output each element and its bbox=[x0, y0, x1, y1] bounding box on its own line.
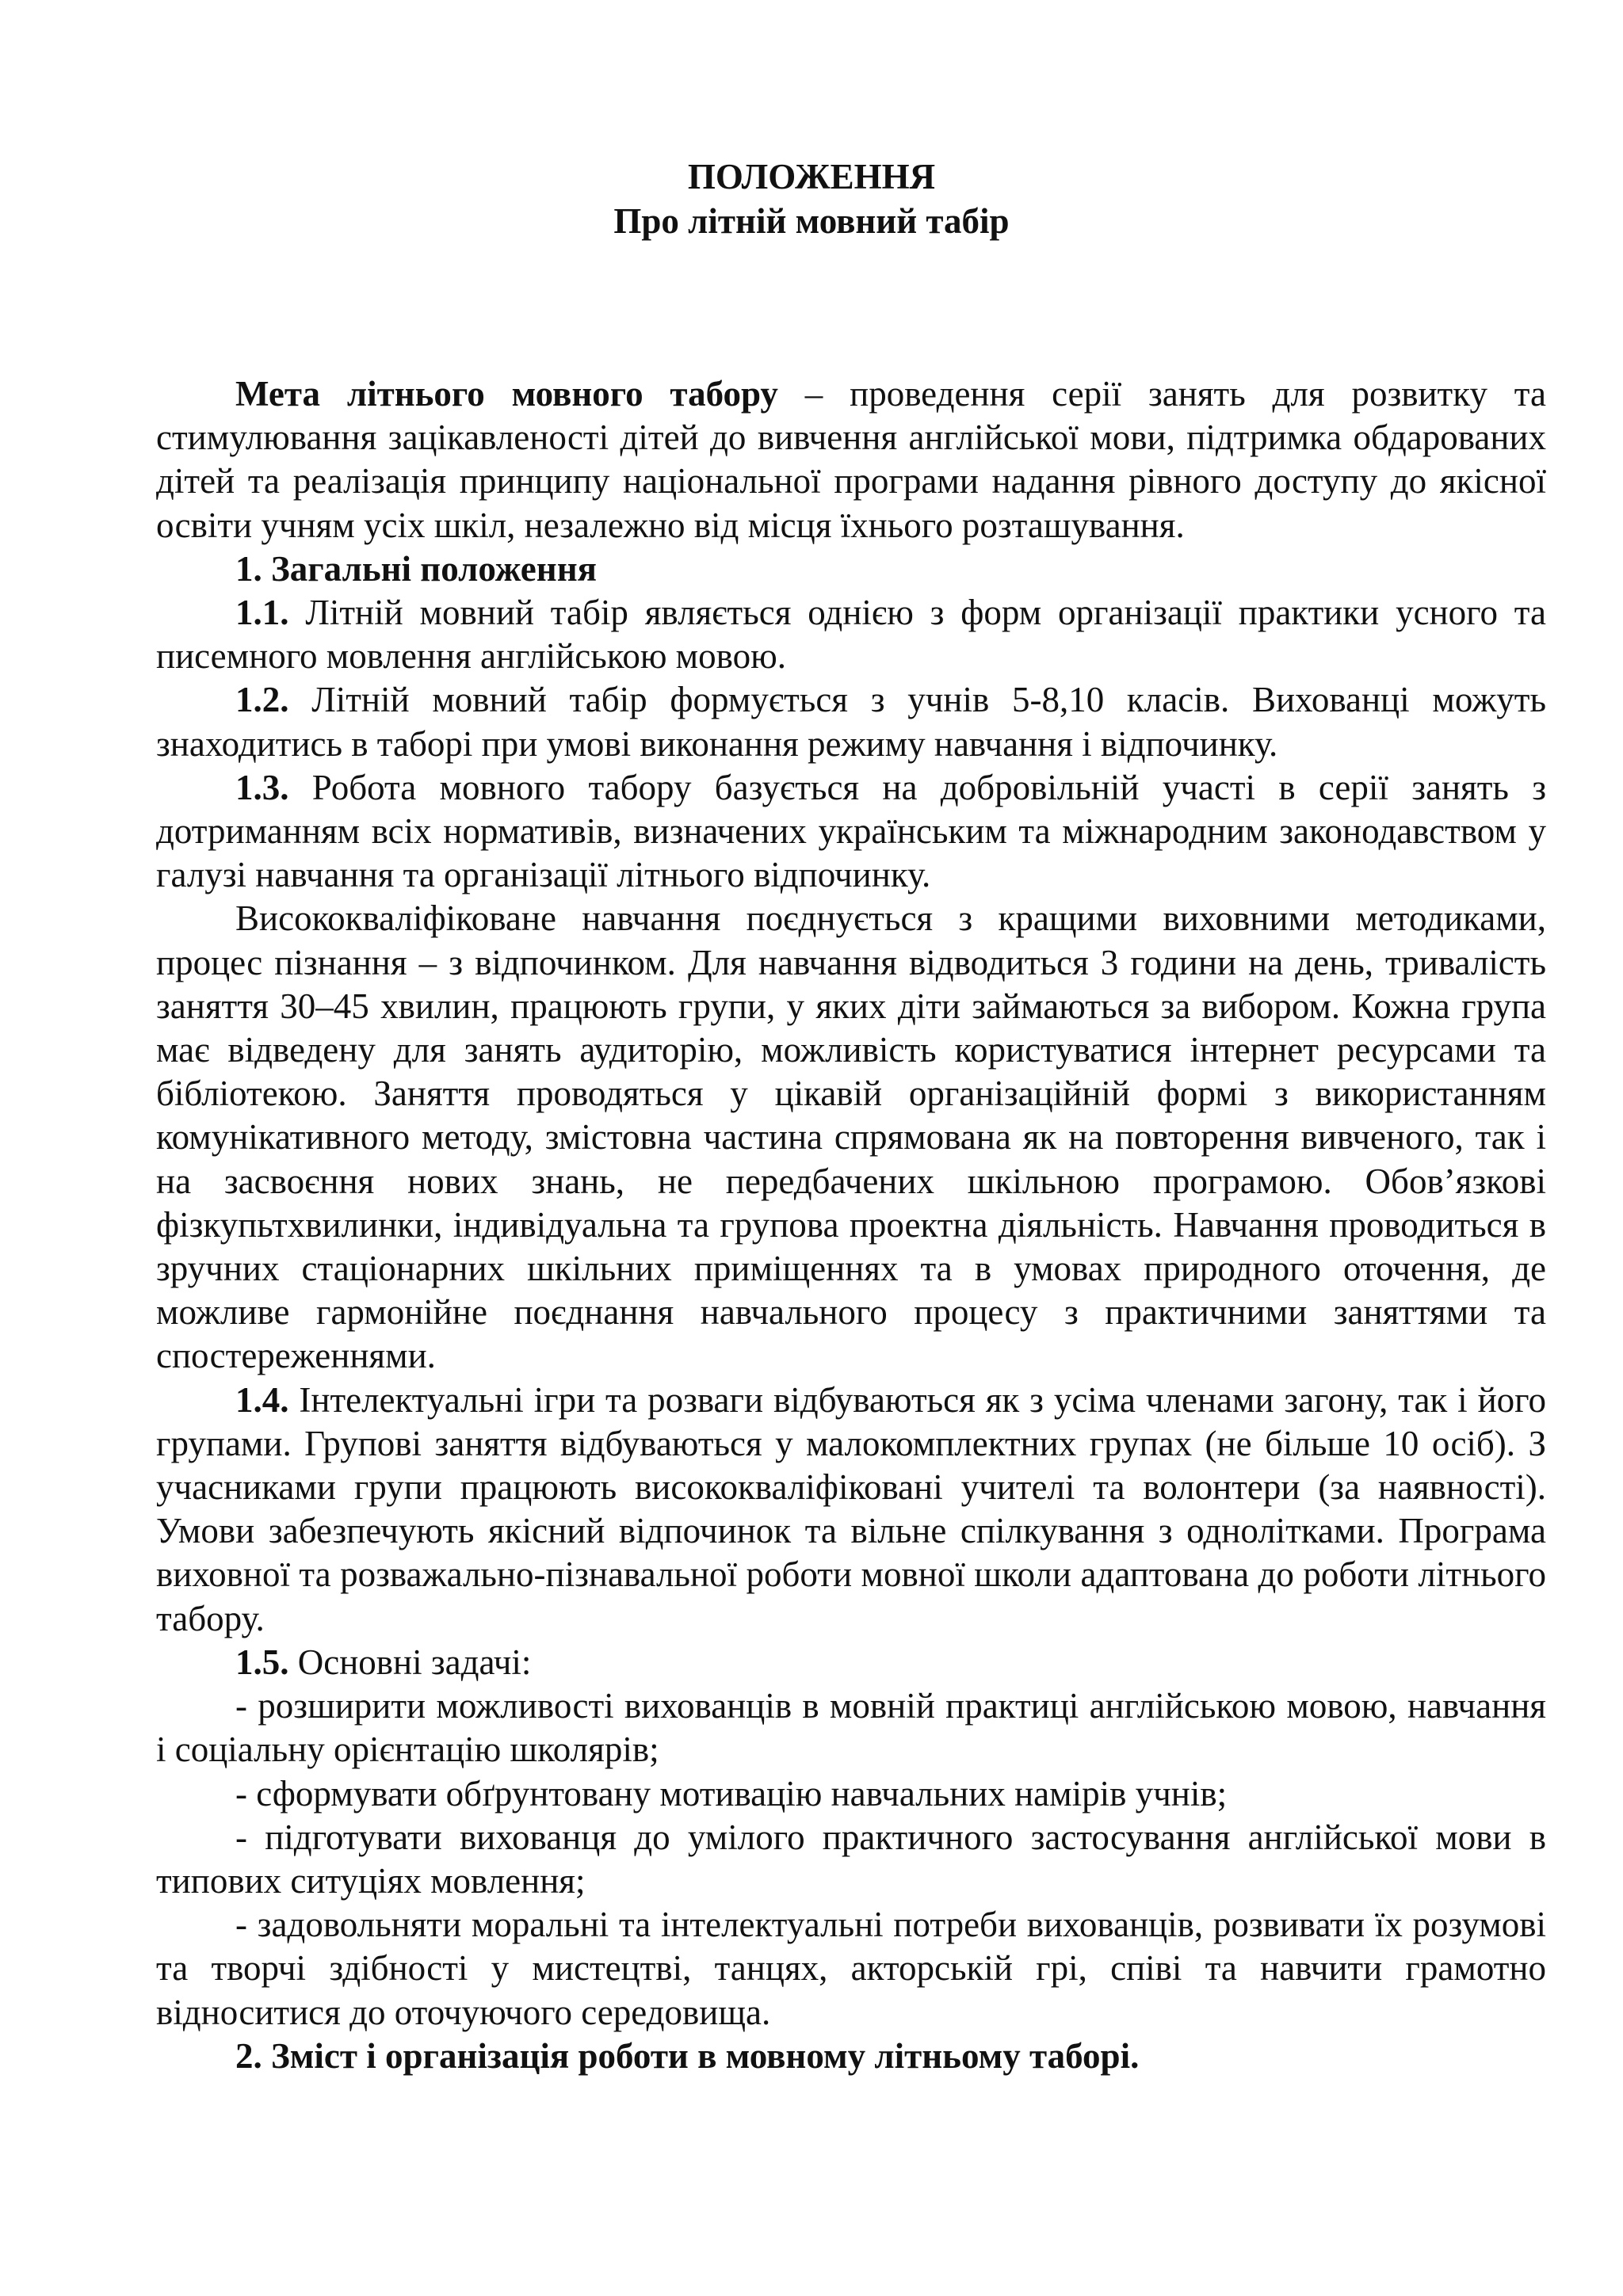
document-title: ПОЛОЖЕННЯ bbox=[687, 157, 936, 196]
item-1-1 bbox=[156, 591, 1546, 678]
task-item: - сформувати обґрунтовану мотивацію навчальних намірів учнів; bbox=[235, 1773, 1228, 1814]
item-text: Робота мовного табору базується на добровільній участі в серії занять з дотриманням всіх нормативів, визначених українським та міжнародним законодавством у галузі навчання та організації літнього відпочинку. bbox=[156, 767, 1546, 895]
item-1-3 bbox=[156, 766, 1546, 898]
section-1-heading: 1. Загальні положення bbox=[235, 548, 597, 589]
intro-text: – проведення серії занять для розвитку та стимулювання зацікавленості дітей до вивчення англійської мови, підтримка обдарованих дітей та реалізація принципу національної програми надання рівного доступу до якісної освіти учням усіх шкіл, незалежно від місця їхнього розташування. bbox=[156, 374, 1546, 545]
item-1-4 bbox=[156, 1379, 1546, 1641]
task-item: - розширити можливості вихованців в мовній практиці англійською мовою, навчання і соціальну орієнтацію школярів; bbox=[156, 1686, 1546, 1770]
task-item: - задовольняти моральні та інтелектуальні потреби вихованців, розвивати їх розумові та творчі здібності у мистецтві, танцях, акторській грі, співі та навчити грамотно відноситися до оточуючого середовища. bbox=[156, 1905, 1546, 2032]
document-body bbox=[156, 372, 1546, 2078]
intro-paragraph bbox=[156, 372, 1546, 547]
item-1-5 bbox=[156, 1641, 1546, 1684]
intro-lead: Мета літнього мовного табору bbox=[235, 374, 778, 414]
item-number: 1.1. bbox=[235, 593, 289, 633]
title-block bbox=[0, 154, 1623, 243]
item-number: 1.4. bbox=[235, 1379, 289, 1420]
item-number: 1.2. bbox=[235, 680, 289, 720]
item-text: Літній мовний табір формується з учнів 5-8,10 класів. Вихованці можуть знаходитись в таборі при умові виконання режиму навчання і відпочинку. bbox=[156, 680, 1546, 764]
item-text: Інтелектуальні ігри та розваги відбуваються як з усіма членами загону, так і його групами. Групові заняття відбуваються у малокомплектних групах (не більше 10 осіб). З учасниками групи працюють висококваліфіковані учителі та волонтери (за наявності). Умови забезпечують якісний відпочинок та вільне спілкування з однолітками. Програма виховної та розважально-пізнавальної роботи мовної школи адаптована до роботи літнього табору. bbox=[156, 1379, 1546, 1638]
document-subtitle: Про літній мовний табір bbox=[613, 201, 1010, 241]
item-number: 1.3. bbox=[235, 767, 289, 807]
item-text: Основні задачі: bbox=[288, 1642, 532, 1682]
item-1-2 bbox=[156, 678, 1546, 765]
training-paragraph: Висококваліфіковане навчання поєднується з кращими виховними методиками, процес пізнання – з відпочинком. Для навчання відводиться 3 години на день, тривалість заняття 30–45 хвилин, працюють групи, у яких діти займаються за вибором. Кожна група має відведену для занять аудиторію, можливість користуватися інтернет ресурсами та бібліотекою. Заняття проводяться у цікавій організаційній формі з використанням комунікативного методу, змістовна частина спрямована як на повторення вивченого, так і на засвоєння нових знань, не передбачених шкільною програмою. Обов’язкові фізкупьтхвилинки, індивідуальна та групова проектна діяльність. Навчання проводиться в зручних стаціонарних шкільних приміщеннях та в умовах природного оточення, де можливе гармонійне поєднання навчального процесу з практичними заняттями та спостереженнями. bbox=[156, 898, 1546, 1376]
item-number: 1.5. bbox=[235, 1642, 289, 1682]
section-2-heading: 2. Зміст і організація роботи в мовному літньому таборі. bbox=[235, 2035, 1140, 2076]
task-item: - підготувати вихованця до умілого практичного застосування англійської мови в типових ситуціях мовлення; bbox=[156, 1817, 1546, 1901]
item-text: Літній мовний табір являється однією з форм організації практики усного та писемного мовлення англійською мовою. bbox=[156, 593, 1546, 677]
